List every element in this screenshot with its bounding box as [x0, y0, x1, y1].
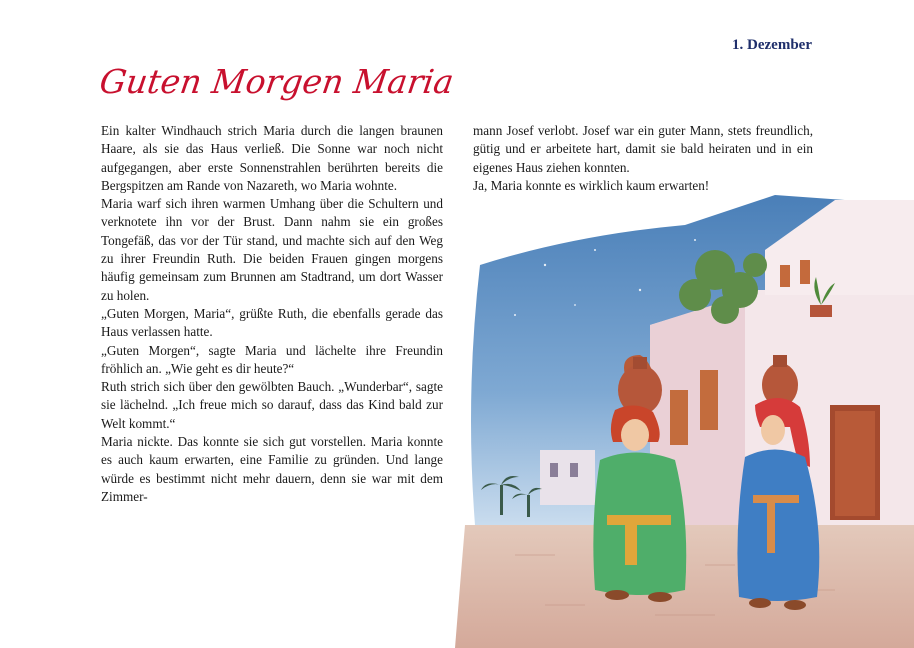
window: [670, 390, 688, 445]
story-title: Guten Morgen Maria: [97, 62, 457, 101]
page-date: 1. Dezember: [732, 37, 812, 53]
distant-house: [540, 450, 595, 505]
illustration-women-with-jugs: [455, 195, 914, 648]
paragraph: Ein kalter Windhauch strich Maria durch die langen braunen Haare, als sie das Haus verließ. Die Sonne war noch nicht aufgegangen, aber erste Sonnenstrahlen berührten bereits die Bergspitzen am Rande von Nazareth, wo Maria wohnte.: [101, 123, 443, 193]
right-text-column: [473, 122, 813, 195]
paragraph: Maria warf sich ihren warmen Umhang über die Schultern und verknotete ihn vor der Brust. Dann nahm sie ein großes Tongefäß, das vor der Tür stand, und machte sich auf den Weg zu ihrer Freundin Ruth. Die beiden Frauen gingen morgens häufig gemeinsam zum Brunnen am Stadtrand, um dort Wasser zu holen.: [101, 196, 443, 303]
left-text-column: [101, 122, 443, 506]
paragraph: Ja, Maria konnte es wirklich kaum erwarten!: [473, 177, 710, 193]
paragraph: Maria nickte. Das konnte sie sich gut vorstellen. Maria konnte es auch kaum erwarten, eine Familie zu gründen. Und lange würde es bestimmt nicht mehr dauern, denn sie war mit dem Zimmer-: [101, 434, 443, 504]
window: [700, 370, 718, 430]
paragraph: „Guten Morgen“, sagte Maria und lächelte ihre Freundin fröhlich an. „Wie geht es dir heute?“: [101, 342, 443, 376]
paragraph: mann Josef verlobt. Josef war ein guter Mann, stets freundlich, gütig und er arbeitete hart, damit sie bald heiraten und in ein eigenes Haus ziehen konnten.: [473, 123, 813, 175]
paragraph: „Guten Morgen, Maria“, grüßte Ruth, die ebenfalls gerade das Haus verlassen hatte.: [101, 305, 443, 340]
paragraph: Ruth strich sich über den gewölbten Bauch. „Wunderbar“, sagte sie lächelnd. „Ich freue mich so darauf, dass das Kind bald zur Welt kommt.“: [101, 379, 443, 431]
